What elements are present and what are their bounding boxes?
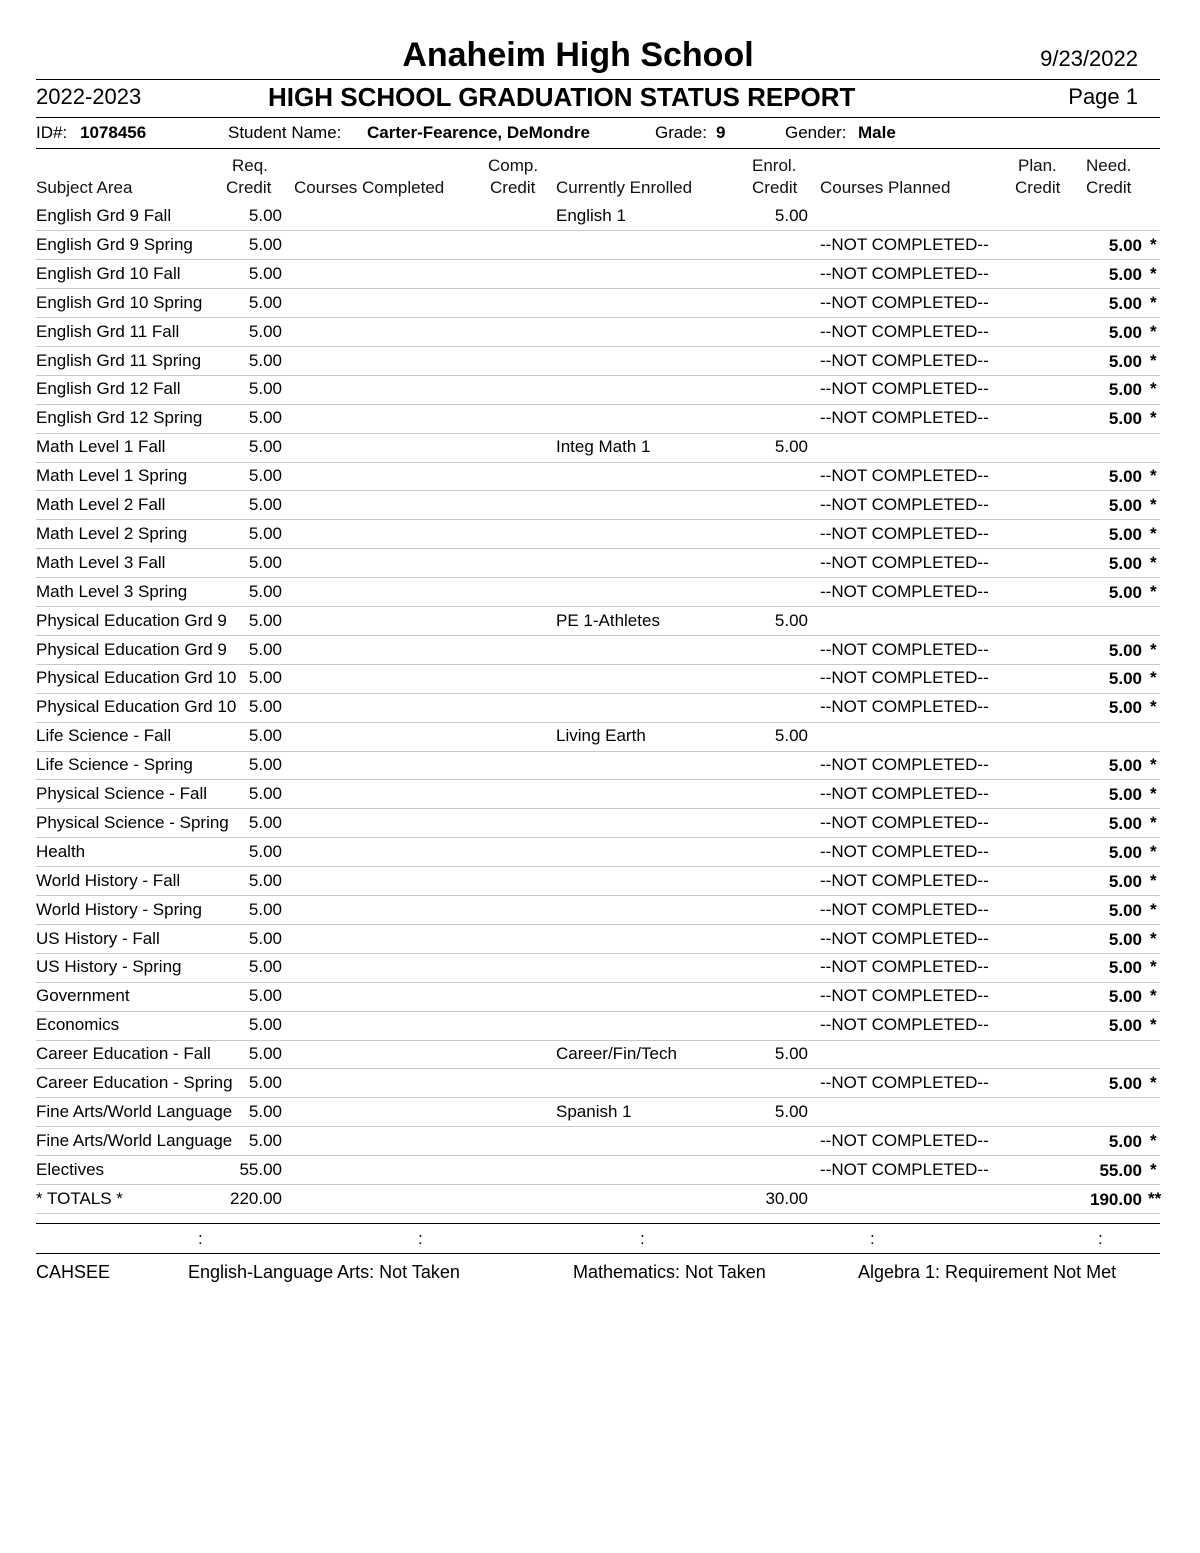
- need-credit: 5.00: [1108, 322, 1142, 342]
- req-credit: 55.00: [239, 1159, 282, 1179]
- divider-student: [36, 148, 1160, 149]
- col-comp-top: Comp.: [488, 156, 539, 175]
- need-credit: 5.00: [1108, 987, 1142, 1007]
- table-row: [0, 607, 1200, 636]
- subject-area: Fine Arts/World Language: [36, 1130, 233, 1150]
- courses-planned: --NOT COMPLETED--: [820, 755, 989, 775]
- req-credit: 5.00: [248, 726, 282, 746]
- courses-planned: --NOT COMPLETED--: [820, 466, 989, 486]
- table-row: [0, 1098, 1200, 1127]
- report-date: 9/23/2022: [1040, 46, 1138, 71]
- table-row: [0, 867, 1200, 896]
- enrol-credit: 5.00: [774, 1044, 808, 1064]
- need-marker: *: [1150, 957, 1157, 977]
- need-marker: *: [1150, 379, 1157, 399]
- col-comp-bottom: Credit: [490, 178, 536, 197]
- courses-planned: --NOT COMPLETED--: [820, 870, 989, 890]
- subject-area: Life Science - Spring: [36, 755, 193, 775]
- col-plan-bottom: Credit: [1015, 178, 1061, 197]
- page-label: Page 1: [1068, 84, 1138, 109]
- col-enrol-bottom: Credit: [752, 178, 798, 197]
- grade-label: Grade:: [655, 123, 707, 142]
- table-row: [0, 722, 1200, 751]
- req-credit: 5.00: [248, 350, 282, 370]
- courses-planned: --NOT COMPLETED--: [820, 841, 989, 861]
- need-marker: *: [1150, 552, 1157, 572]
- need-credit: 5.00: [1108, 871, 1142, 891]
- table-row: [0, 809, 1200, 838]
- courses-planned: --NOT COMPLETED--: [820, 523, 989, 543]
- divider-bottom-1: [36, 1223, 1160, 1224]
- totals-marker: **: [1148, 1188, 1162, 1208]
- courses-planned: --NOT COMPLETED--: [820, 552, 989, 572]
- req-credit: 5.00: [248, 437, 282, 457]
- need-credit: 5.00: [1108, 409, 1142, 429]
- table-row: [0, 578, 1200, 607]
- req-credit: 5.00: [248, 581, 282, 601]
- table-row: [0, 636, 1200, 665]
- need-credit: 5.00: [1108, 351, 1142, 371]
- subject-area: Math Level 3 Fall: [36, 552, 166, 572]
- col-courses-planned: Courses Planned: [820, 178, 951, 197]
- col-need-bottom: Credit: [1086, 178, 1132, 197]
- subject-area: English Grd 9 Spring: [36, 234, 193, 254]
- subject-area: English Grd 11 Fall: [36, 321, 180, 341]
- colon-row: [0, 1229, 1200, 1249]
- need-credit: 5.00: [1108, 1016, 1142, 1036]
- enrol-credit: 5.00: [774, 206, 808, 225]
- currently-enrolled: Spanish 1: [556, 1101, 632, 1121]
- need-credit: 5.00: [1108, 1131, 1142, 1151]
- student-name-label: Student Name:: [228, 123, 342, 142]
- cahsee-label: CAHSEE: [36, 1262, 111, 1282]
- subject-area: Economics: [36, 1015, 120, 1035]
- subject-area: Health: [36, 841, 86, 861]
- col-enrol-top: Enrol.: [752, 156, 797, 175]
- need-credit: 5.00: [1108, 669, 1142, 689]
- need-credit: 5.00: [1108, 900, 1142, 920]
- student-id: 1078456: [80, 123, 147, 142]
- req-credit: 5.00: [248, 610, 282, 630]
- subject-area: English Grd 10 Fall: [36, 263, 181, 283]
- courses-planned: --NOT COMPLETED--: [820, 1159, 989, 1179]
- courses-planned: --NOT COMPLETED--: [820, 697, 989, 717]
- courses-planned: --NOT COMPLETED--: [820, 408, 989, 428]
- totals-row: [0, 1185, 1200, 1214]
- currently-enrolled: PE 1-Athletes: [556, 610, 660, 630]
- col-currently-enrolled: Currently Enrolled: [556, 178, 693, 197]
- subject-area: Physical Education Grd 9: [36, 610, 227, 630]
- need-credit: 5.00: [1108, 929, 1142, 949]
- table-row: [0, 1127, 1200, 1156]
- colon-separator: :: [418, 1229, 423, 1248]
- req-credit: 5.00: [248, 379, 282, 399]
- status-table: [0, 202, 1200, 1222]
- need-credit: 5.00: [1108, 293, 1142, 313]
- totals-label: * TOTALS *: [36, 1188, 123, 1208]
- need-marker: *: [1150, 466, 1157, 486]
- row-divider: [36, 1213, 1160, 1214]
- courses-planned: --NOT COMPLETED--: [820, 639, 989, 659]
- req-credit: 5.00: [248, 755, 282, 775]
- grade-value: 9: [716, 123, 726, 142]
- divider-bottom-2: [36, 1253, 1160, 1254]
- enrol-credit: 5.00: [774, 1101, 808, 1121]
- col-need-top: Need.: [1086, 156, 1132, 175]
- col-req-top: Req.: [232, 156, 268, 175]
- subject-area: Math Level 2 Spring: [36, 523, 188, 543]
- req-credit: 5.00: [248, 870, 282, 890]
- courses-planned: --NOT COMPLETED--: [820, 1130, 989, 1150]
- totals-need: 190.00: [1090, 1189, 1142, 1209]
- table-row: [0, 664, 1200, 693]
- req-credit: 5.00: [248, 408, 282, 428]
- need-marker: *: [1150, 668, 1157, 688]
- need-marker: *: [1150, 812, 1157, 832]
- req-credit: 5.00: [248, 292, 282, 312]
- req-credit: 5.00: [248, 668, 282, 688]
- colon-separator: :: [870, 1229, 875, 1248]
- need-marker: *: [1150, 1130, 1157, 1150]
- table-row: [0, 1011, 1200, 1040]
- need-marker: *: [1150, 1015, 1157, 1035]
- req-credit: 5.00: [248, 899, 282, 919]
- colon-separator: :: [1098, 1229, 1103, 1248]
- school-name: Anaheim High School: [402, 36, 754, 74]
- courses-planned: --NOT COMPLETED--: [820, 379, 989, 399]
- need-marker: *: [1150, 697, 1157, 717]
- table-row: [0, 953, 1200, 982]
- student-info: [36, 123, 1160, 145]
- need-credit: 5.00: [1108, 813, 1142, 833]
- table-row: [0, 896, 1200, 925]
- table-row: [0, 260, 1200, 289]
- need-credit: 55.00: [1099, 1160, 1142, 1180]
- gender-value: Male: [858, 123, 896, 142]
- req-credit: 5.00: [248, 986, 282, 1006]
- subject-area: Physical Science - Spring: [36, 812, 229, 832]
- table-row: [0, 838, 1200, 867]
- subject-area: English Grd 9 Fall: [36, 206, 172, 225]
- currently-enrolled: English 1: [556, 206, 626, 225]
- table-row: [0, 1040, 1200, 1069]
- table-row: [0, 404, 1200, 433]
- courses-planned: --NOT COMPLETED--: [820, 812, 989, 832]
- table-row: [0, 289, 1200, 318]
- need-marker: *: [1150, 870, 1157, 890]
- req-credit: 5.00: [248, 1130, 282, 1150]
- subject-area: English Grd 11 Spring: [36, 350, 202, 370]
- subject-area: Life Science - Fall: [36, 726, 172, 746]
- gender-label: Gender:: [785, 123, 847, 142]
- need-credit: 5.00: [1108, 380, 1142, 400]
- need-marker: *: [1150, 234, 1157, 254]
- courses-planned: --NOT COMPLETED--: [820, 321, 989, 341]
- subject-area: Fine Arts/World Language: [36, 1101, 233, 1121]
- need-credit: 5.00: [1108, 756, 1142, 776]
- need-credit: 5.00: [1108, 1074, 1142, 1093]
- subject-area: Electives: [36, 1159, 105, 1179]
- need-credit: 5.00: [1108, 640, 1142, 660]
- subject-area: US History - Spring: [36, 957, 182, 977]
- req-credit: 5.00: [248, 1015, 282, 1035]
- subject-area: US History - Fall: [36, 928, 160, 948]
- table-row: [0, 1069, 1200, 1098]
- enrol-credit: 5.00: [774, 726, 808, 746]
- col-plan-top: Plan.: [1018, 156, 1057, 175]
- courses-planned: --NOT COMPLETED--: [820, 928, 989, 948]
- report-title: HIGH SCHOOL GRADUATION STATUS REPORT: [268, 82, 856, 112]
- need-marker: *: [1150, 986, 1157, 1006]
- courses-planned: --NOT COMPLETED--: [820, 957, 989, 977]
- table-row: [0, 375, 1200, 404]
- req-credit: 5.00: [248, 957, 282, 977]
- table-row: [0, 1156, 1200, 1185]
- need-credit: 5.00: [1108, 264, 1142, 284]
- table-row: [0, 549, 1200, 578]
- courses-planned: --NOT COMPLETED--: [820, 292, 989, 312]
- need-marker: *: [1150, 408, 1157, 428]
- cahsee-algebra: Algebra 1: Requirement Not Met: [858, 1262, 1117, 1282]
- id-label: ID#:: [36, 123, 68, 142]
- subject-area: Career Education - Fall: [36, 1044, 211, 1064]
- colon-separator: :: [640, 1229, 645, 1248]
- req-credit: 5.00: [248, 552, 282, 572]
- table-row: [0, 231, 1200, 260]
- need-credit: 5.00: [1108, 582, 1142, 602]
- need-credit: 5.00: [1108, 467, 1142, 487]
- need-marker: *: [1150, 1073, 1157, 1092]
- courses-planned: --NOT COMPLETED--: [820, 263, 989, 283]
- need-marker: *: [1150, 639, 1157, 659]
- table-row: [0, 925, 1200, 954]
- school-year: 2022-2023: [36, 84, 142, 109]
- req-credit: 5.00: [248, 784, 282, 803]
- subject-area: World History - Spring: [36, 899, 202, 919]
- currently-enrolled: Living Earth: [556, 726, 646, 746]
- table-row: [0, 751, 1200, 780]
- table-row: [0, 318, 1200, 347]
- req-credit: 5.00: [248, 1044, 282, 1064]
- subject-area: Physical Education Grd 9: [36, 639, 227, 659]
- courses-planned: --NOT COMPLETED--: [820, 1015, 989, 1035]
- student-name: Carter-Fearence, DeMondre: [367, 123, 590, 142]
- req-credit: 5.00: [248, 1101, 282, 1121]
- cahsee-ela: English-Language Arts: Not Taken: [188, 1262, 460, 1282]
- need-credit: 5.00: [1108, 698, 1142, 718]
- courses-planned: --NOT COMPLETED--: [820, 581, 989, 601]
- need-marker: *: [1150, 784, 1157, 803]
- need-marker: *: [1150, 495, 1157, 514]
- courses-planned: --NOT COMPLETED--: [820, 1073, 989, 1092]
- subject-area: English Grd 10 Spring: [36, 292, 203, 312]
- subject-area: Physical Science - Fall: [36, 784, 208, 803]
- req-credit: 5.00: [248, 234, 282, 254]
- subject-area: Government: [36, 986, 130, 1006]
- totals-req: 220.00: [230, 1188, 282, 1208]
- need-marker: *: [1150, 263, 1157, 283]
- need-credit: 5.00: [1108, 785, 1142, 804]
- req-credit: 5.00: [248, 466, 282, 486]
- enrol-credit: 5.00: [774, 437, 808, 457]
- need-marker: *: [1150, 899, 1157, 919]
- totals-enrol: 30.00: [765, 1188, 808, 1208]
- table-row: [0, 202, 1200, 231]
- currently-enrolled: Career/Fin/Tech: [556, 1044, 677, 1064]
- column-headers: [0, 156, 1200, 202]
- table-row: [0, 491, 1200, 520]
- colon-separator: :: [198, 1229, 203, 1248]
- courses-planned: --NOT COMPLETED--: [820, 986, 989, 1006]
- cahsee-math: Mathematics: Not Taken: [573, 1262, 766, 1282]
- cahsee-row: [0, 1262, 1200, 1284]
- need-marker: *: [1150, 841, 1157, 861]
- req-credit: 5.00: [248, 812, 282, 832]
- need-credit: 5.00: [1108, 553, 1142, 573]
- table-row: [0, 780, 1200, 809]
- req-credit: 5.00: [248, 263, 282, 283]
- table-row: [0, 693, 1200, 722]
- divider-title: [36, 117, 1160, 118]
- need-credit: 5.00: [1108, 842, 1142, 862]
- subject-area: Math Level 1 Spring: [36, 466, 188, 486]
- need-marker: *: [1150, 292, 1157, 312]
- req-credit: 5.00: [248, 1073, 282, 1092]
- need-credit: 5.00: [1108, 958, 1142, 978]
- table-row: [0, 462, 1200, 491]
- currently-enrolled: Integ Math 1: [556, 437, 651, 457]
- subject-area: Math Level 1 Fall: [36, 437, 166, 457]
- need-marker: *: [1150, 350, 1157, 370]
- req-credit: 5.00: [248, 697, 282, 717]
- req-credit: 5.00: [248, 495, 282, 514]
- courses-planned: --NOT COMPLETED--: [820, 350, 989, 370]
- req-credit: 5.00: [248, 523, 282, 543]
- req-credit: 5.00: [248, 206, 282, 225]
- courses-planned: --NOT COMPLETED--: [820, 784, 989, 803]
- col-subject-area: Subject Area: [36, 178, 133, 197]
- need-marker: *: [1150, 1159, 1157, 1179]
- courses-planned: --NOT COMPLETED--: [820, 899, 989, 919]
- courses-planned: --NOT COMPLETED--: [820, 234, 989, 254]
- need-credit: 5.00: [1108, 496, 1142, 515]
- need-marker: *: [1150, 755, 1157, 775]
- req-credit: 5.00: [248, 639, 282, 659]
- subject-area: Career Education - Spring: [36, 1073, 233, 1092]
- courses-planned: --NOT COMPLETED--: [820, 495, 989, 514]
- subject-area: Physical Education Grd 10: [36, 697, 237, 717]
- need-marker: *: [1150, 523, 1157, 543]
- col-req-bottom: Credit: [226, 178, 272, 197]
- table-row: [0, 520, 1200, 549]
- table-row: [0, 433, 1200, 462]
- need-credit: 5.00: [1108, 235, 1142, 255]
- subject-area: Math Level 3 Spring: [36, 581, 188, 601]
- col-courses-completed: Courses Completed: [294, 178, 445, 197]
- need-marker: *: [1150, 928, 1157, 948]
- table-row: [0, 982, 1200, 1011]
- need-marker: *: [1150, 581, 1157, 601]
- divider-top: [36, 79, 1160, 80]
- subject-area: English Grd 12 Fall: [36, 379, 181, 399]
- need-marker: *: [1150, 321, 1157, 341]
- need-credit: 5.00: [1108, 524, 1142, 544]
- subject-area: Math Level 2 Fall: [36, 495, 166, 514]
- req-credit: 5.00: [248, 841, 282, 861]
- courses-planned: --NOT COMPLETED--: [820, 668, 989, 688]
- table-row: [0, 347, 1200, 376]
- enrol-credit: 5.00: [774, 610, 808, 630]
- subject-area: English Grd 12 Spring: [36, 408, 203, 428]
- req-credit: 5.00: [248, 928, 282, 948]
- req-credit: 5.00: [248, 321, 282, 341]
- subject-area: World History - Fall: [36, 870, 181, 890]
- subject-area: Physical Education Grd 10: [36, 668, 237, 688]
